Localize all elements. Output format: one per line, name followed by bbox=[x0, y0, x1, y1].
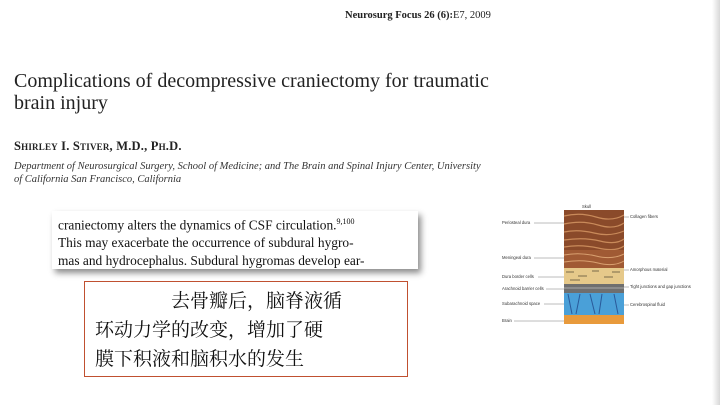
excerpt-line-2: This may exacerbate the occurrence of subdural hygro- bbox=[58, 235, 354, 251]
label-tight-junctions: Tight junctions and gap junctions bbox=[630, 284, 691, 289]
journal-ref-bold: Neurosurg Focus 26 (6): bbox=[345, 10, 454, 21]
label-meningeal-dura: Meningeal dura bbox=[502, 255, 531, 260]
meninges-layer-diagram bbox=[500, 202, 691, 347]
layer-dura-border-cells bbox=[564, 268, 624, 284]
label-dura-border-cells: Dura border cells bbox=[502, 274, 534, 279]
right-labels bbox=[630, 214, 691, 307]
excerpt-line-3: mas and hydrocephalus. Subdural hygromas develop ear- bbox=[58, 253, 365, 269]
paper-affiliation: Department of Neurosurgical Surgery, School of Medicine; and The Brain and Spinal Injury Center, University of California San Francisco, California bbox=[14, 161, 481, 185]
label-periosteal-dura: Periosteal dura bbox=[502, 220, 531, 225]
layer-arachnoid-barrier-cells bbox=[564, 284, 624, 293]
excerpt-line-1-text: craniectomy alters the dynamics of CSF circulation. bbox=[58, 217, 337, 233]
label-amorphous-material: Amorphous material bbox=[630, 267, 668, 272]
translation-line-2: 环动力学的改变，增加了硬 bbox=[95, 319, 324, 341]
chinese-translation-box bbox=[84, 281, 408, 377]
journal-ref-suffix: E7, 2009 bbox=[453, 10, 491, 21]
label-brain: Brain bbox=[502, 318, 512, 323]
paper-author: Shirley I. Stiver, M.D., Ph.D. bbox=[14, 139, 182, 153]
label-arachnoid-barrier-cells: Arachnoid barrier cells bbox=[502, 286, 544, 291]
slide-edge-shadow bbox=[712, 0, 720, 405]
figure-label-skull: Skull bbox=[582, 204, 592, 209]
paper-title: Complications of decompressive craniectomy for traumatic brain injury bbox=[14, 70, 489, 114]
label-collagen-fibers: Collagen fibers bbox=[630, 214, 658, 219]
left-labels bbox=[502, 220, 544, 323]
excerpt-line-1 bbox=[58, 213, 412, 234]
right-leader-lines bbox=[624, 217, 629, 305]
translation-line-3: 膜下积液和脑积水的发生 bbox=[95, 348, 305, 370]
layer-brain bbox=[564, 315, 624, 324]
text-excerpt bbox=[52, 211, 418, 269]
translation-line-1: 去骨瓣后，脑脊液循 bbox=[171, 290, 343, 312]
journal-reference bbox=[345, 10, 491, 21]
label-subarachnoid-space: Subarachnoid space bbox=[502, 301, 541, 306]
label-cerebrospinal-fluid: Cerebrospinal fluid bbox=[630, 302, 665, 307]
left-leader-lines bbox=[514, 223, 564, 321]
excerpt-citation: 9,100 bbox=[336, 217, 355, 226]
layer-meningeal-dura bbox=[564, 250, 624, 268]
